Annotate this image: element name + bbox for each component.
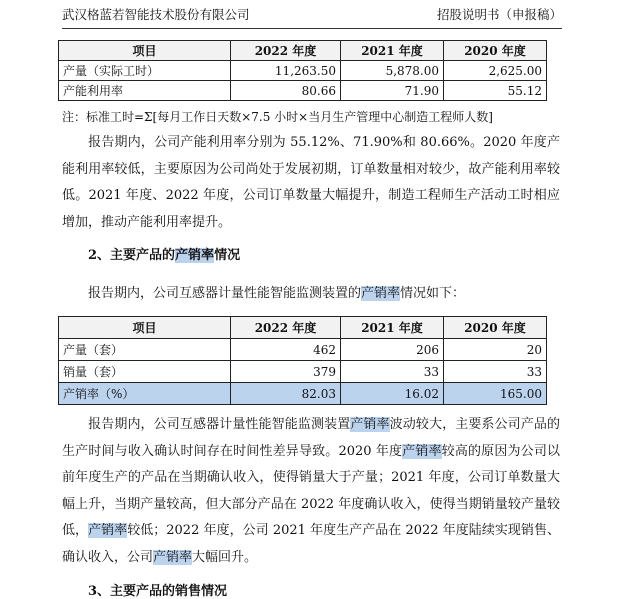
- table-row: [59, 81, 547, 101]
- col-header: 2021 年度: [341, 41, 444, 61]
- cell: 71.90: [341, 81, 444, 101]
- cell: 33: [341, 361, 444, 383]
- search-highlight: 产销率: [350, 417, 390, 432]
- cell: 5,878.00: [341, 61, 444, 81]
- col-header: 2022 年度: [231, 41, 341, 61]
- table-row: [59, 339, 547, 361]
- table-row: [59, 61, 547, 81]
- cell: 2,625.00: [444, 61, 547, 81]
- next-section-heading: 3、主要产品的销售情况: [88, 584, 228, 599]
- table-note: 注：标准工时=Σ[每月工作日天数×7.5 小时×当月生产管理中心制造工程师人数]: [62, 110, 493, 124]
- col-header: 项目: [59, 317, 231, 339]
- row-label: 销量（套）: [59, 361, 231, 383]
- cell: 33: [444, 361, 547, 383]
- capacity-table: [58, 40, 547, 101]
- col-header: 2022 年度: [231, 317, 341, 339]
- search-highlight: 产销率: [402, 443, 442, 459]
- capacity-paragraph: [62, 130, 560, 236]
- cell: 20: [444, 339, 547, 361]
- cell: 206: [341, 339, 444, 361]
- row-label: 产量（套）: [59, 339, 231, 361]
- col-header: 2020 年度: [444, 41, 547, 61]
- cell: 80.66: [231, 81, 341, 101]
- search-highlight: 产销率: [361, 286, 401, 301]
- cell: 165.00: [444, 383, 547, 405]
- page-header: [62, 6, 562, 29]
- cell: 55.12: [444, 81, 547, 101]
- table-header-row: [59, 41, 547, 61]
- cell: 462: [231, 339, 341, 361]
- table-intro: 报告期内，公司互感器计量性能智能监测装置的产销率情况如下：: [88, 286, 466, 301]
- cell: 11,263.50: [231, 61, 341, 81]
- row-label: 产销率（%）: [59, 383, 231, 405]
- row-label: 产能利用率: [59, 81, 231, 101]
- row-label: 产量（实际工时）: [59, 61, 231, 81]
- document-type: 招股说明书（申报稿）: [436, 7, 562, 22]
- table-row: [59, 383, 547, 405]
- cell: 82.03: [231, 383, 341, 405]
- table-row: [59, 361, 547, 383]
- search-highlight: 产销率: [153, 549, 193, 565]
- table-header-row: [59, 317, 547, 339]
- sales-rate-paragraph: 报告期内，公司互感器计量性能智能监测装置产销率波动较大，主要系公司产品的生产时间与收入确认时间存在时间性差异导致。2020 年度产销率较高的原因为公司以前年度生产的产品在当期确认收入，使得销量大于产量；2021 年度，公司订单数量大幅上升，当期产量较高，但大部分产品在 2022 年度确认收入，使得当期销量较产量较低，产销率较低；2022 年度，公司 2021 年度生产产品在 2022 年度陆续实现销售、确认收入，公司产销率大幅回升。: [62, 417, 560, 565]
- section-heading: 2、主要产品的产销率情况: [88, 248, 241, 263]
- cell: 379: [231, 361, 341, 383]
- col-header: 2020 年度: [444, 317, 547, 339]
- sales-rate-table: [58, 316, 547, 405]
- paragraph-text: 报告期内，公司产能利用率分别为 55.12%、71.90%和 80.66%。2020 年度产能利用率较低，主要原因为公司尚处于发展初期，订单数量相对较少，故产能利用率较低。2021 年度、2022 年度，公司订单数量大幅提升，制造工程师生产活动工时相应增加，推动产能利用率提升。: [62, 135, 560, 230]
- company-name: 武汉格蓝若智能技术股份有限公司: [62, 7, 250, 22]
- cell: 16.02: [341, 383, 444, 405]
- col-header: 项目: [59, 41, 231, 61]
- search-highlight: 产销率: [88, 523, 128, 539]
- col-header: 2021 年度: [341, 317, 444, 339]
- search-highlight: 产销率: [175, 248, 215, 263]
